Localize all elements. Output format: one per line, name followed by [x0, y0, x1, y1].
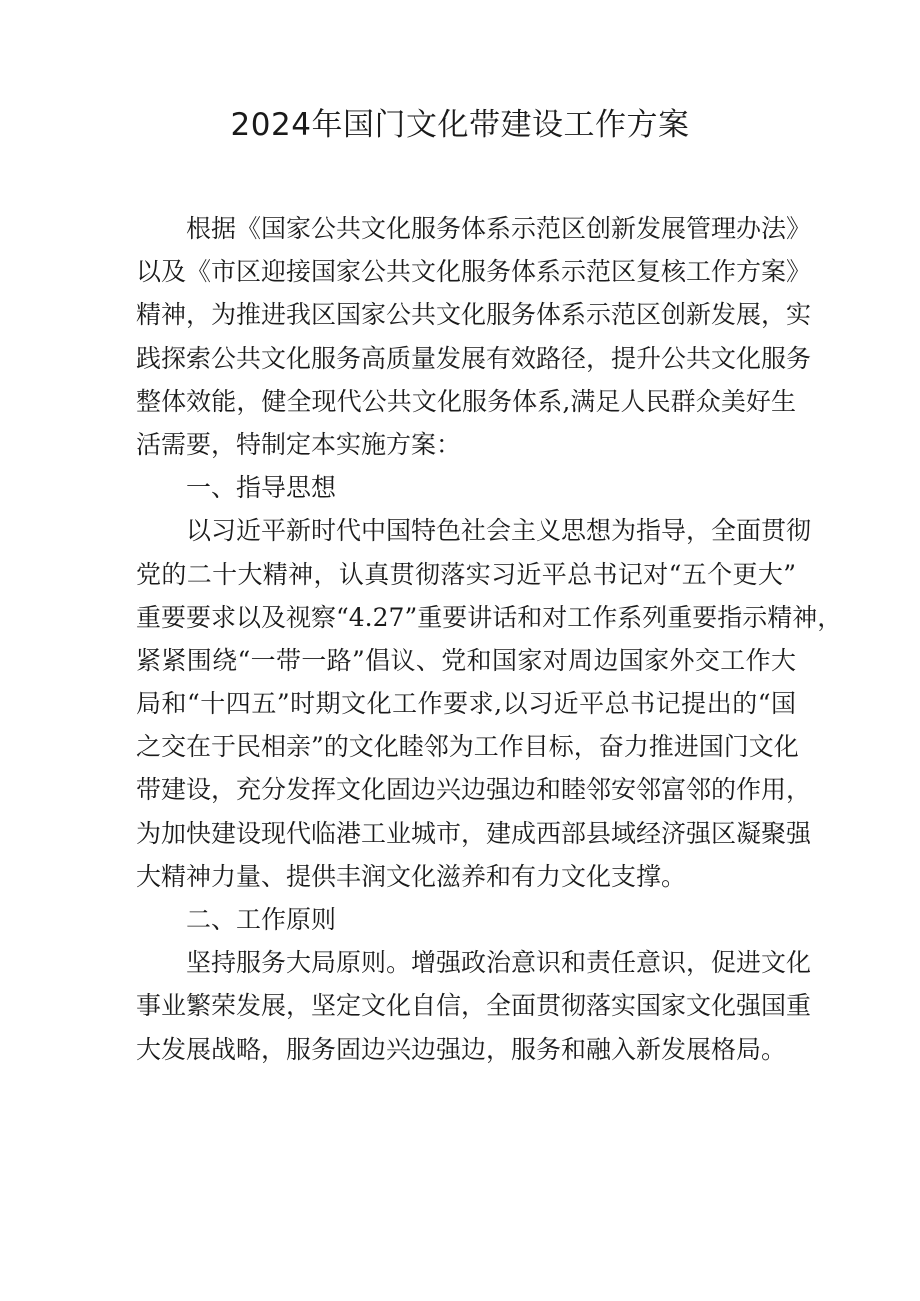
paragraph-1-line-6: 活需要，特制定本实施方案： — [136, 429, 462, 459]
paragraph-2-line-1: 以习近平新时代中国特色社会主义思想为指导，全面贯彻 — [186, 516, 812, 546]
paragraph-2-line-4: 紧紧围绕“一带一路”倡议、党和国家对周边国家外交工作大 — [136, 645, 796, 675]
paragraph-2-line-9: 大精神力量、提供丰润文化滋养和有力文化支撑。 — [136, 861, 687, 891]
document-title: 2024年国门文化带建设工作方案 — [230, 107, 690, 143]
paragraph-2-line-3: 重要要求以及视察“4.27”重要讲话和对工作系列重要指示精神， — [136, 602, 843, 632]
paragraph-1-line-2: 以及《市区迎接国家公共文化服务体系示范区复核工作方案》 — [136, 257, 812, 287]
paragraph-1-line-4: 践探索公共文化服务高质量发展有效路径，提升公共文化服务 — [136, 343, 812, 373]
section-heading-guiding-thought: 一、指导思想 — [186, 473, 337, 503]
paragraph-2-line-5: 局和“十四五”时期文化工作要求,以习近平总书记提出的“国 — [136, 689, 796, 719]
paragraph-2-line-2: 党的二十大精神，认真贯彻落实习近平总书记对“五个更大” — [136, 559, 796, 589]
paragraph-3-line-3: 大发展战略，服务固边兴边强边，服务和融入新发展格局。 — [136, 1034, 787, 1064]
paragraph-2-line-8: 为加快建设现代临港工业城市，建成西部县域经济强区凝聚强 — [136, 818, 812, 848]
paragraph-2-line-6: 之交在于民相亲”的文化睦邻为工作目标，奋力推进国门文化 — [136, 732, 799, 762]
paragraph-3-line-1: 坚持服务大局原则。增强政治意识和责任意识，促进文化 — [186, 948, 812, 978]
paragraph-1-line-3: 精神，为推进我区国家公共文化服务体系示范区创新发展，实 — [136, 300, 812, 330]
paragraph-3-line-2: 事业繁荣发展，坚定文化自信，全面贯彻落实国家文化强国重 — [136, 991, 812, 1021]
paragraph-1-line-5: 整体效能，健全现代公共文化服务体系,满足人民群众美好生 — [136, 386, 796, 416]
paragraph-1-line-1: 根据《国家公共文化服务体系示范区创新发展管理办法》 — [186, 214, 812, 243]
section-heading-work-principles: 二、工作原则 — [186, 905, 337, 934]
document-body — [136, 207, 843, 1071]
paragraph-2-line-7: 带建设，充分发挥文化固边兴边强边和睦邻安邻富邻的作用， — [136, 775, 812, 805]
